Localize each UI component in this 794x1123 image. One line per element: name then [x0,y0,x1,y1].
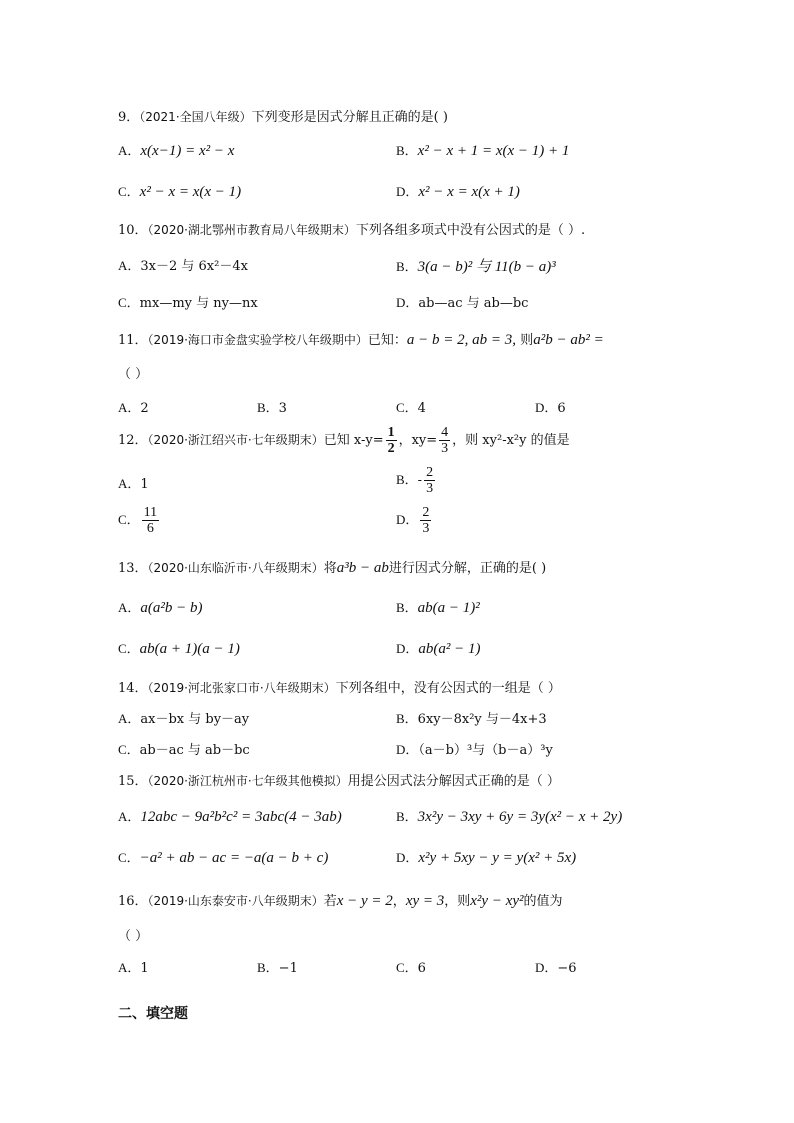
option-a: A．12abc − 9a²b²c² = 3abc(4 − 3ab) [118,809,342,825]
fraction: $\frac{11}{6}$ [143,505,158,536]
option-c: C．x² − x = x(x − 1) [118,184,242,200]
option-a: A．x(x−1) = x² − x [118,143,235,159]
fraction: $\frac{4}{3}$ [441,425,449,456]
option-c: C．−a² + ab − ac = −a(a − b + c) [118,850,329,866]
question-9-stem [118,106,448,125]
option-d: D．x² − x = x(x + 1) [396,184,520,200]
option-c: C．mx—my 与 ny—nx [118,295,258,311]
option-b: B．x² − x + 1 = x(x − 1) + 1 [396,143,570,159]
fraction: $\frac{2}{3}$ [422,505,430,536]
option-d: D．x²y + 5xy − y = y(x² + 5x) [396,850,577,866]
option-a: A．a(a²b − b) [118,600,203,616]
option-a: A．1 [118,960,149,976]
option-a: A．3x－2 与 6x²－4x [118,258,248,274]
option-c: C． $\frac{11}{6}$ [118,505,158,536]
answer-paren: （ ） [118,367,149,382]
option-d: D．ab(a² − 1) [396,641,481,657]
option-c: C．4 [396,400,426,416]
question-source: （2020·浙江杭州市·七年级其他模拟） [147,774,348,788]
section-title: 二、填空题 [118,1006,188,1022]
fraction: $\frac{1}{2}$ [387,425,395,456]
option-a: A．2 [118,400,149,416]
question-12-stem: 12．（2020·浙江绍兴市·七年级期末）已知 x-y= $\frac{1}{2}$ ，xy= $\frac{4}{3}$ ，则 xy²-x²y 的值是 [118,425,570,456]
question-source: （2019·河北张家口市·八年级期末） [147,681,336,695]
answer-paren: （ ） [118,929,149,944]
option-b: B．ab(a − 1)² [396,600,480,616]
question-15-stem: 15．（2020·浙江杭州市·七年级其他模拟）用提公因式法分解因式正确的是（ ） [118,774,560,789]
question-13-stem: 13．（2020·山东临沂市·八年级期末）将a³b − ab进行因式分解，正确的是( ) [118,560,547,576]
option-b: B．3(a − b)² 与 11(b − a)³ [396,259,556,275]
question-source: （2019·山东泰安市·八年级期末） [147,894,324,908]
question-source: （2021·全国八年级） [139,110,252,124]
option-c: C．6 [396,960,426,976]
option-b: B．- $\frac{2}{3}$ [396,465,434,496]
option-c: C．ab－ac 与 ab－bc [118,742,250,758]
question-source: （2020·浙江绍兴市·七年级期末） [147,433,324,447]
option-d: D．−6 [535,960,577,976]
option-b: B．6xy－8x²y 与－4x+3 [396,711,547,727]
question-11-stem: 11．（2019·海口市金盘实验学校八年级期中）已知：a − b = 2, ab = 3, 则a²b − ab² = [118,332,604,348]
option-b: B．−1 [257,960,298,976]
question-source: （2019·海口市金盘实验学校八年级期中） [147,333,368,347]
question-text: 下列变形是因式分解且正确的是( ) [251,110,448,125]
question-source: （2020·湖北鄂州市教育局八年级期末） [147,223,356,237]
question-source: （2020·山东临沂市·八年级期末） [147,561,324,575]
option-a: A．1 [118,476,149,492]
option-d: D．6 [535,400,566,416]
option-d: D．ab—ac 与 ab—bc [396,295,529,311]
option-d: D．（a－b）³与（b－a）³y [396,742,553,758]
question-10-stem: 10．（2020·湖北鄂州市教育局八年级期末）下列各组多项式中没有公因式的是（ ）. [118,223,586,238]
option-c: C．ab(a + 1)(a − 1) [118,641,240,657]
option-a: A．ax－bx 与 by－ay [118,711,250,727]
question-16-stem: 16．（2019·山东泰安市·八年级期末）若x − y = 2，xy = 3，则x²y − xy²的值为 [118,893,563,909]
option-b: B．3 [257,400,287,416]
option-d: D． $\frac{2}{3}$ [396,505,430,536]
fraction: $\frac{2}{3}$ [426,465,434,496]
option-b: B．3x²y − 3xy + 6y = 3y(x² − x + 2y) [396,809,623,825]
question-14-stem: 14．（2019·河北张家口市·八年级期末）下列各组中，没有公因式的一组是（ ） [118,681,561,696]
question-number: 9． [118,110,140,125]
